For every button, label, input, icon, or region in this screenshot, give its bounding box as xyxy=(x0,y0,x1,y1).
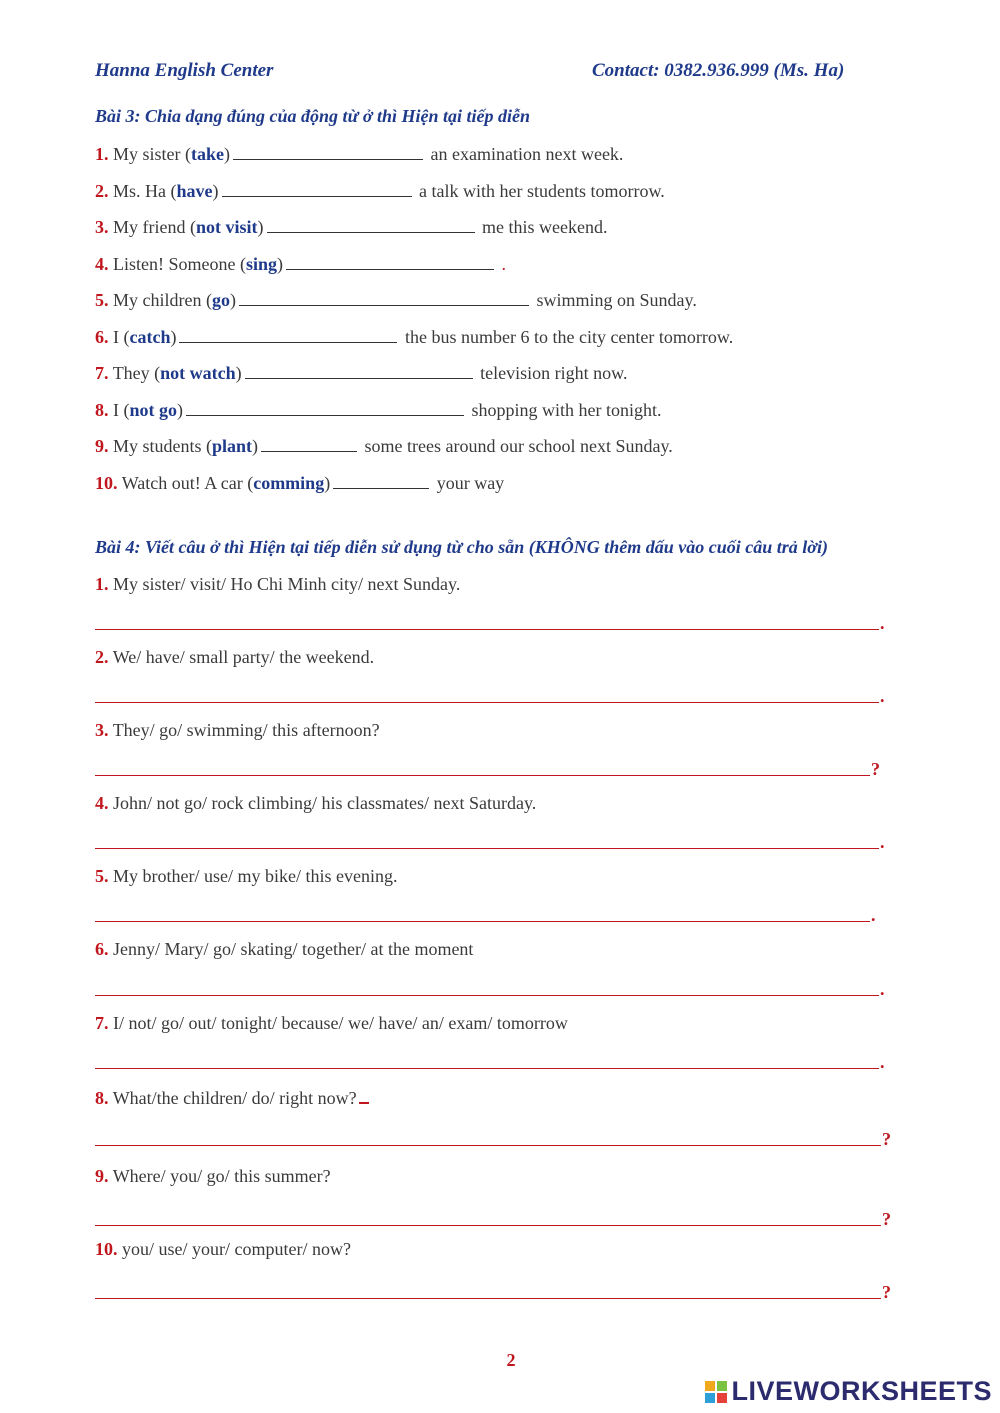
answer-blank[interactable] xyxy=(261,435,357,452)
exercise-3-title: Bài 3: Chia dạng đúng của động từ ở thì Hiện tại tiếp diễn xyxy=(95,106,531,126)
ex3-item-3: 3. My friend (not visit) me this weekend. xyxy=(95,217,608,237)
ex3-item-5: 5. My children (go) swimming on Sunday. xyxy=(95,290,697,310)
ex3-item-1: 1. My sister (take) an examination next week. xyxy=(95,144,624,164)
item-number: 1. xyxy=(95,144,109,164)
item-prompt: Where/ you/ go/ this summer? xyxy=(112,1166,331,1186)
verb-hint: not go xyxy=(129,400,178,420)
ex4-item-5 xyxy=(95,866,397,887)
ex4-item-3 xyxy=(95,720,380,741)
item-number: 5. xyxy=(95,866,109,886)
ex4-item-8 xyxy=(95,1086,372,1109)
answer-line[interactable] xyxy=(95,974,895,999)
answer-blank[interactable] xyxy=(179,326,397,343)
end-mark: . xyxy=(880,613,885,633)
ex4-item-1 xyxy=(95,574,460,595)
verb-hint: sing xyxy=(245,254,278,274)
ex3-item-2: 2. Ms. Ha (have) a talk with her students tomorrow. xyxy=(95,181,665,201)
item-text: television right now. xyxy=(480,363,628,383)
item-text: Ms. Ha ( xyxy=(113,181,177,201)
ex4-item-7 xyxy=(95,1013,568,1034)
item-prompt: Jenny/ Mary/ go/ skating/ together/ at the moment xyxy=(113,939,474,959)
item-text: . xyxy=(501,254,507,274)
item-number: 8. xyxy=(95,400,109,420)
answer-blank[interactable] xyxy=(286,253,494,270)
item-text: My sister ( xyxy=(113,144,191,164)
verb-hint: have xyxy=(176,181,213,201)
answer-blank[interactable] xyxy=(245,362,473,379)
ex3-item-4: 4. Listen! Someone (sing) . xyxy=(95,254,507,274)
item-number: 3. xyxy=(95,217,109,237)
end-mark: ? xyxy=(882,1129,891,1149)
item-text: I ( xyxy=(113,400,130,420)
ex3-item-6: 6. I (catch) the bus number 6 to the city center tomorrow. xyxy=(95,327,734,347)
answer-line[interactable] xyxy=(95,754,895,779)
item-prompt: My sister/ visit/ Ho Chi Minh city/ next Sunday. xyxy=(113,574,461,594)
item-text: They ( xyxy=(112,363,161,383)
item-text: me this weekend. xyxy=(482,217,608,237)
answer-blank[interactable] xyxy=(222,180,412,197)
ex4-item-2 xyxy=(95,647,374,668)
answer-line[interactable] xyxy=(95,1124,905,1149)
item-prompt: What/the children/ do/ right now? xyxy=(112,1088,357,1108)
end-mark: . xyxy=(880,979,885,999)
item-text: an examination next week. xyxy=(430,144,624,164)
item-number: 5. xyxy=(95,290,109,310)
answer-blank[interactable] xyxy=(186,399,464,416)
item-text: My children ( xyxy=(113,290,212,310)
item-text: shopping with her tonight. xyxy=(471,400,662,420)
verb-hint: comming xyxy=(253,473,325,493)
item-text: the bus number 6 to the city center tomorrow. xyxy=(404,327,734,347)
item-number: 10. xyxy=(95,1239,118,1259)
ex3-item-10: 10. Watch out! A car (comming) your way xyxy=(95,473,505,493)
item-number: 7. xyxy=(95,1013,109,1033)
item-number: 6. xyxy=(95,939,109,959)
verb-hint: not watch xyxy=(160,363,236,383)
item-number: 2. xyxy=(95,181,109,201)
item-text: My friend ( xyxy=(113,217,196,237)
end-mark: . xyxy=(880,1052,885,1072)
answer-blank[interactable] xyxy=(333,472,429,489)
ex3-item-9: 9. My students (plant) some trees around our school next Sunday. xyxy=(95,436,673,456)
item-prompt: I/ not/ go/ out/ tonight/ because/ we/ have/ an/ exam/ tomorrow xyxy=(113,1013,568,1033)
item-number: 10. xyxy=(95,473,118,493)
item-text: Listen! Someone ( xyxy=(113,254,246,274)
item-prompt: They/ go/ swimming/ this afternoon? xyxy=(112,720,380,740)
item-text: a talk with her students tomorrow. xyxy=(419,181,665,201)
answer-line[interactable] xyxy=(95,1047,895,1072)
item-number: 9. xyxy=(95,1166,109,1186)
answer-line[interactable] xyxy=(95,681,895,706)
brand-name: LIVEWORKSHEETS xyxy=(731,1376,992,1406)
answer-blank[interactable] xyxy=(359,1086,369,1104)
center-name: Hanna English Center xyxy=(95,60,274,81)
end-mark: . xyxy=(880,832,885,852)
ex3-item-8: 8. I (not go) shopping with her tonight. xyxy=(95,400,662,420)
item-text: Watch out! A car ( xyxy=(121,473,254,493)
item-number: 2. xyxy=(95,647,109,667)
answer-line[interactable] xyxy=(95,1204,905,1229)
verb-hint: take xyxy=(191,144,224,164)
item-number: 9. xyxy=(95,436,109,456)
end-mark: . xyxy=(871,905,876,925)
answer-line[interactable] xyxy=(95,1277,905,1302)
answer-blank[interactable] xyxy=(239,289,529,306)
verb-hint: not visit xyxy=(195,217,258,237)
ex4-item-10 xyxy=(95,1239,351,1260)
liveworksheets-brand[interactable] xyxy=(705,1376,992,1407)
answer-line[interactable] xyxy=(95,827,895,852)
end-mark: ? xyxy=(871,759,880,779)
answer-blank[interactable] xyxy=(267,216,475,233)
contact-info: Contact: 0382.936.999 (Ms. Ha) xyxy=(592,60,845,81)
item-number: 3. xyxy=(95,720,109,740)
item-text: My students ( xyxy=(113,436,212,456)
item-text: I ( xyxy=(113,327,130,347)
item-prompt: John/ not go/ rock climbing/ his classmates/ next Saturday. xyxy=(113,793,537,813)
item-text: your way xyxy=(436,473,505,493)
item-text: some trees around our school next Sunday. xyxy=(364,436,673,456)
verb-hint: plant xyxy=(212,436,253,456)
exercise-4-title: Bài 4: Viết câu ở thì Hiện tại tiếp diễn sử dụng từ cho sẵn (KHÔNG thêm dấu vào cuối câu trả lời) xyxy=(95,537,828,557)
verb-hint: go xyxy=(211,290,230,310)
item-prompt: We/ have/ small party/ the weekend. xyxy=(112,647,375,667)
end-mark: ? xyxy=(882,1282,891,1302)
item-prompt: My brother/ use/ my bike/ this evening. xyxy=(113,866,398,886)
item-number: 1. xyxy=(95,574,109,594)
item-number: 4. xyxy=(95,254,109,274)
item-number: 8. xyxy=(95,1088,109,1108)
item-number: 7. xyxy=(95,363,109,383)
answer-line[interactable] xyxy=(95,900,895,925)
page-number: 2 xyxy=(506,1350,516,1370)
liveworksheets-logo-icon xyxy=(705,1381,727,1403)
end-mark: ? xyxy=(882,1209,891,1229)
ex4-item-6 xyxy=(95,939,473,960)
item-number: 4. xyxy=(95,793,109,813)
ex3-item-7: 7. They (not watch) television right now. xyxy=(95,363,628,383)
ex4-item-4 xyxy=(95,793,536,814)
answer-line[interactable] xyxy=(95,608,895,633)
item-text: swimming on Sunday. xyxy=(536,290,697,310)
verb-hint: catch xyxy=(129,327,171,347)
item-number: 6. xyxy=(95,327,109,347)
answer-blank[interactable] xyxy=(233,143,423,160)
end-mark: . xyxy=(880,686,885,706)
ex4-item-9 xyxy=(95,1166,331,1187)
item-prompt: you/ use/ your/ computer/ now? xyxy=(122,1239,351,1259)
